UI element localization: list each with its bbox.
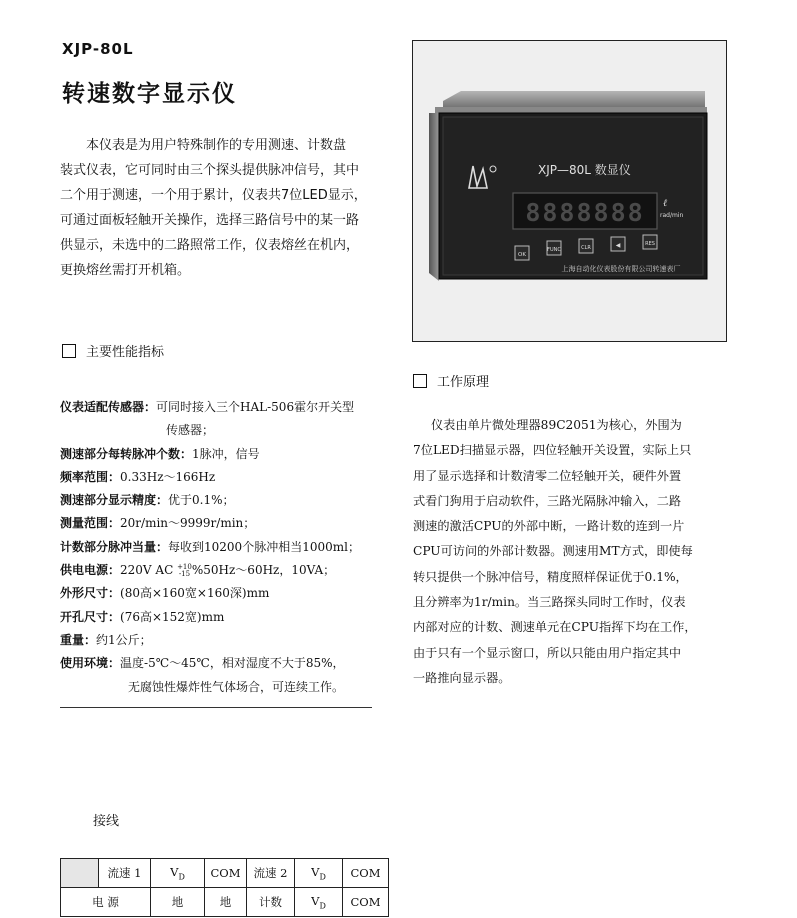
spec-size: 外形尺寸：(80高×160宽×160深)mm: [60, 586, 270, 601]
section-heading-label: 主要性能指标: [86, 345, 165, 360]
table-cell: 流速 1: [99, 859, 151, 888]
unit-liter: ℓ: [663, 198, 668, 209]
table-cell: [61, 859, 99, 888]
svg-text:FUNC: FUNC: [547, 247, 561, 253]
principle-line: 由于只有一个显示窗口，所以只能由用户指定其中: [413, 645, 682, 660]
spec-weight: 重量：约1公斤；: [60, 632, 152, 647]
button-func[interactable]: [547, 241, 561, 255]
table-cell: COM: [205, 859, 247, 888]
device-illustration: [413, 41, 726, 341]
intro-line: 供显示，未选中的二路照常工作，仪表熔丝在机内，: [60, 238, 360, 253]
principle-line: 用了显示选择和计数清零二位轻触开关，硬件外置: [413, 468, 682, 483]
section-heading-principle: [413, 371, 489, 390]
wiring-table: [60, 858, 389, 917]
table-cell: 地: [205, 888, 247, 917]
checkbox-square-icon: [413, 374, 427, 388]
led-digits: 8888888: [525, 198, 645, 227]
spec-power: 供电电源：220V AC +10 -15 %50Hz～60Hz，10VA；: [60, 562, 336, 578]
spec-frequency: 频率范围：0.33Hz～166Hz: [60, 469, 216, 484]
principle-line: 转只提供一个脉冲信号，精度照样保证优于0.1%，: [413, 569, 688, 584]
principle-line: 内部对应的计数、测速单元在CPU指挥下均在工作，: [413, 620, 697, 635]
intro-line: 更换熔丝需打开机箱。: [60, 263, 191, 278]
spec-sensor-cont: 传感器；: [166, 423, 215, 438]
button-res[interactable]: [643, 235, 657, 249]
svg-text:◀: ◀: [615, 242, 621, 249]
intro-line: 本仪表是为用户特殊制作的专用测速、计数盘: [86, 138, 347, 153]
table-cell: 电 源: [61, 888, 151, 917]
intro-line: 二个用于测速，一个用于累计，仪表共7位LED显示，: [60, 188, 367, 203]
spec-accuracy: 测速部分显示精度：优于0.1%；: [60, 493, 235, 508]
spec-pulse: 测速部分每转脉冲个数：1脉冲，信号: [60, 446, 260, 461]
spec-list: [60, 396, 375, 699]
spec-environment-cont: 无腐蚀性爆炸性气体场合，可连续工作。: [128, 679, 345, 694]
button-ok[interactable]: [515, 246, 529, 260]
section-heading-wiring: [93, 810, 119, 829]
table-cell: 流速 2: [247, 859, 295, 888]
table-cell: 计数: [247, 888, 295, 917]
spec-environment: 使用环境：温度-5℃～45℃，相对湿度不大于85%，: [60, 656, 345, 671]
manufacturer-label: 上海自动化仪表股份有限公司转速表厂: [561, 265, 681, 273]
principle-line: 测速的激活CPU的外部中断，一路计数的连到一片: [413, 519, 685, 534]
panel-title: XJP—80L 数显仪: [538, 163, 631, 177]
svg-text:OK: OK: [518, 252, 526, 258]
svg-text:RES: RES: [645, 241, 655, 247]
principle-line: 且分辨率为1r/min。当三路探头同时工作时，仪表: [413, 595, 686, 610]
table-cell: COM: [343, 859, 389, 888]
model-number: XJP-80L: [62, 40, 134, 58]
principle-line: 式看门狗用于启动软件，三路光隔脉冲输入，二路: [413, 493, 682, 508]
intro-line: 可通过面板轻触开关操作，选择三路信号中的某一路: [60, 213, 360, 228]
table-row: [61, 888, 389, 917]
section-heading-label: 接线: [93, 814, 120, 829]
principle-line: CPU可访问的外部计数器。测速用MT方式，即使每: [413, 544, 693, 559]
principle-line: 仪表由单片微处理器89C2051为核心，外围为: [431, 418, 682, 432]
spec-divider: [60, 707, 372, 708]
table-cell: COM: [343, 888, 389, 917]
section-heading-label: 工作原理: [437, 375, 490, 390]
checkbox-square-icon: [62, 344, 76, 358]
table-cell: $V_D$: [295, 859, 343, 888]
table-row: [61, 859, 389, 888]
spec-count: 计数部分脉冲当量：每收到10200个脉冲相当1000ml；: [60, 539, 360, 554]
device-photo: [412, 40, 727, 342]
intro-paragraph: [60, 133, 390, 283]
table-cell: 地: [151, 888, 205, 917]
table-cell: $V_D$: [295, 888, 343, 917]
principle-paragraph: [413, 413, 743, 691]
button-clr[interactable]: [579, 239, 593, 253]
svg-text:CLR: CLR: [581, 245, 591, 251]
principle-line: 7位LED扫描显示器，四位轻触开关设置，实际上只: [413, 443, 692, 458]
table-cell: $V_D$: [151, 859, 205, 888]
button-left[interactable]: [611, 237, 625, 251]
unit-rate: rad/min: [660, 212, 684, 219]
intro-line: 装式仪表，它可同时由三个探头提供脉冲信号，其中: [60, 163, 360, 178]
principle-line: 一路推向显示器。: [413, 670, 511, 685]
spec-hole: 开孔尺寸：(76高×152宽)mm: [60, 609, 225, 624]
spec-sensor: 仪表适配传感器：可同时接入三个HAL-506霍尔开关型: [60, 400, 355, 414]
section-heading-performance: [62, 341, 164, 360]
spec-range: 测量范围：20r/min～9999r/min；: [60, 516, 256, 531]
page-title: 转速数字显示仪: [62, 81, 237, 107]
